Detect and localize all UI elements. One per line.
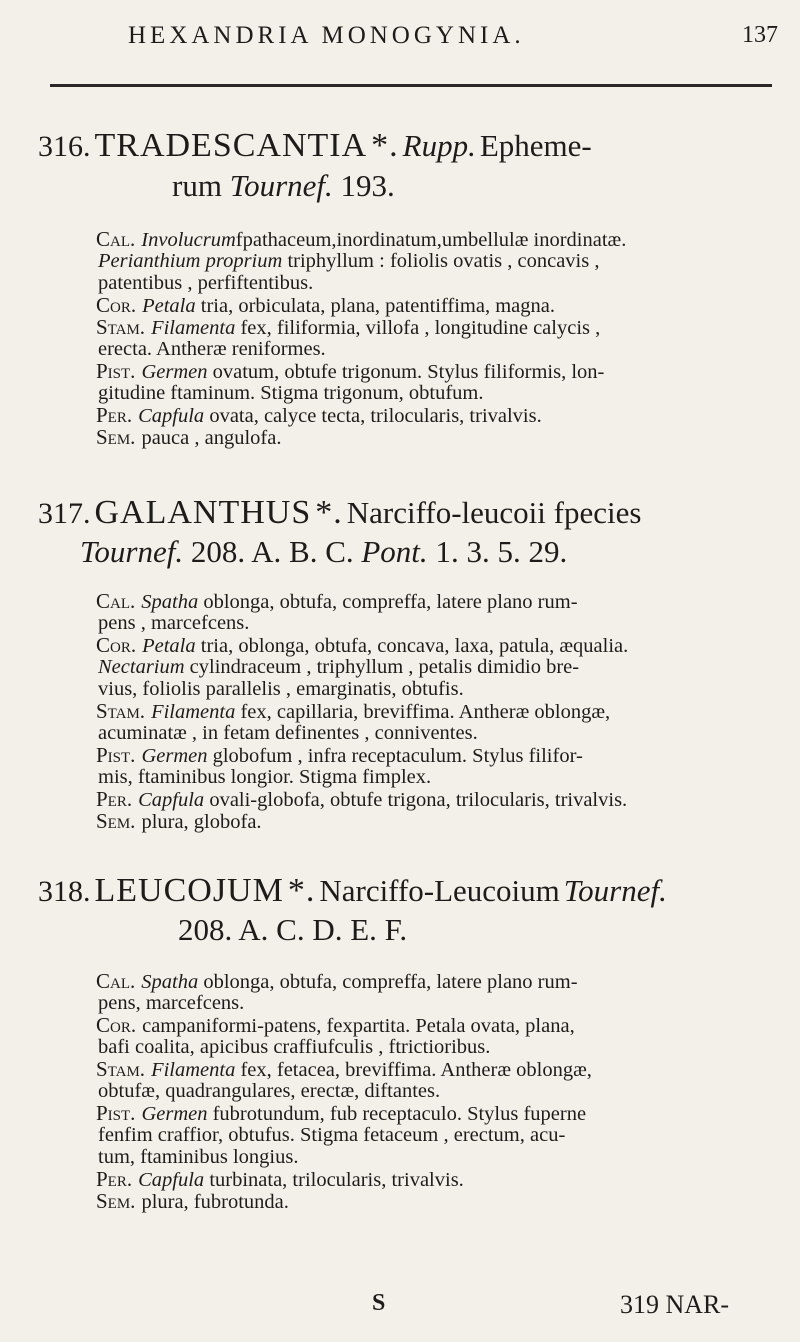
- description-line: Sem. plura, globofa.: [96, 809, 262, 833]
- reference-page: 208. A. B. C.: [190, 534, 354, 569]
- description-line: gitudine ftaminum. Stigma trigonum, obtufum.: [98, 382, 484, 404]
- description-line: pens , marcefcens.: [98, 612, 250, 634]
- description-line: Cal. Involucrumfpathaceum,inordinatum,umbellulæ inordinatæ.: [96, 227, 627, 251]
- description-line: mis, ftaminibus longior. Stigma fimplex.: [98, 766, 432, 788]
- header-rule: [50, 84, 772, 87]
- description-line: vius, foliolis parallelis , emarginatis, obtufis.: [98, 678, 464, 700]
- reference-page: 208. A. C. D. E. F.: [178, 912, 408, 947]
- synonym-cont: rum: [172, 168, 222, 203]
- reference-second-page: 1. 3. 5. 29.: [435, 534, 568, 569]
- synonym: Narciffo-leucoii fpecies: [346, 495, 642, 530]
- description-line: Cal. Spatha oblonga, obtufa, compreffa, latere plano rum-: [96, 969, 578, 993]
- description-line: bafi coalita, apicibus craffiufculis , ftrictioribus.: [98, 1036, 491, 1058]
- reference-second: Pont.: [361, 534, 428, 569]
- description-line: Pist. Germen fubrotundum, fub receptaculo. Stylus fuperne: [96, 1101, 587, 1125]
- signature-mark: S: [372, 1290, 386, 1316]
- description-line: Sem. plura, fubrotunda.: [96, 1189, 289, 1213]
- reference-author: Tournef.: [563, 873, 667, 908]
- running-head: [70, 14, 778, 62]
- entry-number: 316.: [38, 130, 91, 163]
- page-number: 137: [742, 22, 778, 48]
- genus-mark: *.: [315, 494, 343, 531]
- genus-mark: *.: [371, 127, 399, 164]
- description-line: Nectarium cylindraceum , triphyllum , petalis dimidio bre-: [98, 656, 580, 678]
- description-line: Pist. Germen ovatum, obtufe trigonum. Stylus filiformis, lon-: [96, 359, 605, 383]
- reference-author: Tournef.: [80, 534, 184, 569]
- entry-number: 318.: [38, 875, 91, 908]
- description-line: Cor. Petala tria, orbiculata, plana, patentiffima, magna.: [96, 293, 555, 317]
- description-line: pens, marcefcens.: [98, 992, 245, 1014]
- description-line: obtufæ, quadrangulares, erectæ, diftantes.: [98, 1080, 441, 1102]
- description-line: Perianthium proprium triphyllum : foliolis ovatis , concavis ,: [98, 250, 600, 272]
- entry-heading: [38, 872, 667, 910]
- entry-reference: [172, 168, 395, 204]
- description-line: Cor. campaniformi-patens, fexpartita. Petala ovata, plana,: [96, 1013, 575, 1037]
- description-line: Per. Capfula ovata, calyce tecta, trilocularis, trivalvis.: [96, 403, 542, 427]
- genus-name: LEUCOJUM: [94, 872, 284, 909]
- genus-name: TRADESCANTIA: [94, 127, 368, 164]
- entry-heading: [38, 494, 641, 532]
- description-line: erecta. Antheræ reniformes.: [98, 338, 326, 360]
- description-line: Stam. Filamenta fex, capillaria, breviffima. Antheræ oblongæ,: [96, 699, 611, 723]
- synonym: Epheme-: [479, 128, 592, 163]
- description-line: Stam. Filamenta fex, fetacea, breviffima. Antheræ oblongæ,: [96, 1057, 592, 1081]
- description-line: Sem. pauca , angulofa.: [96, 425, 282, 449]
- running-title: HEXANDRIA MONOGYNIA.: [128, 22, 525, 49]
- reference-page: 193.: [340, 168, 395, 203]
- entry-number: 317.: [38, 497, 91, 530]
- description-line: Cor. Petala tria, oblonga, obtufa, concava, laxa, patula, æqualia.: [96, 633, 629, 657]
- catchword: 319 NAR-: [620, 1290, 730, 1319]
- description-line: Per. Capfula ovali-globofa, obtufe trigona, trilocularis, trivalvis.: [96, 787, 628, 811]
- reference-author: Tournef.: [229, 168, 333, 203]
- description-line: patentibus , perfiftentibus.: [98, 272, 314, 294]
- description-line: tum, ftaminibus longius.: [98, 1146, 299, 1168]
- genus-name: GALANTHUS: [94, 494, 312, 531]
- author: Rupp.: [402, 128, 476, 163]
- description-line: acuminatæ , in fetam definentes , conniventes.: [98, 722, 478, 744]
- entry-heading: [38, 127, 592, 165]
- genus-mark: *.: [287, 872, 316, 909]
- entry-reference: [178, 912, 407, 948]
- synonym: Narciffo-Leucoium: [319, 873, 560, 908]
- description-line: Per. Capfula turbinata, trilocularis, trivalvis.: [96, 1167, 464, 1191]
- description-line: fenfim craffior, obtufus. Stigma fetaceum , erectum, acu-: [98, 1124, 566, 1146]
- description-line: Pist. Germen globofum , infra receptaculum. Stylus filifor-: [96, 743, 583, 767]
- description-line: Stam. Filamenta fex, filiformia, villofa , longitudine calycis ,: [96, 315, 601, 339]
- description-line: Cal. Spatha oblonga, obtufa, compreffa, latere plano rum-: [96, 589, 578, 613]
- entry-reference: [80, 534, 567, 570]
